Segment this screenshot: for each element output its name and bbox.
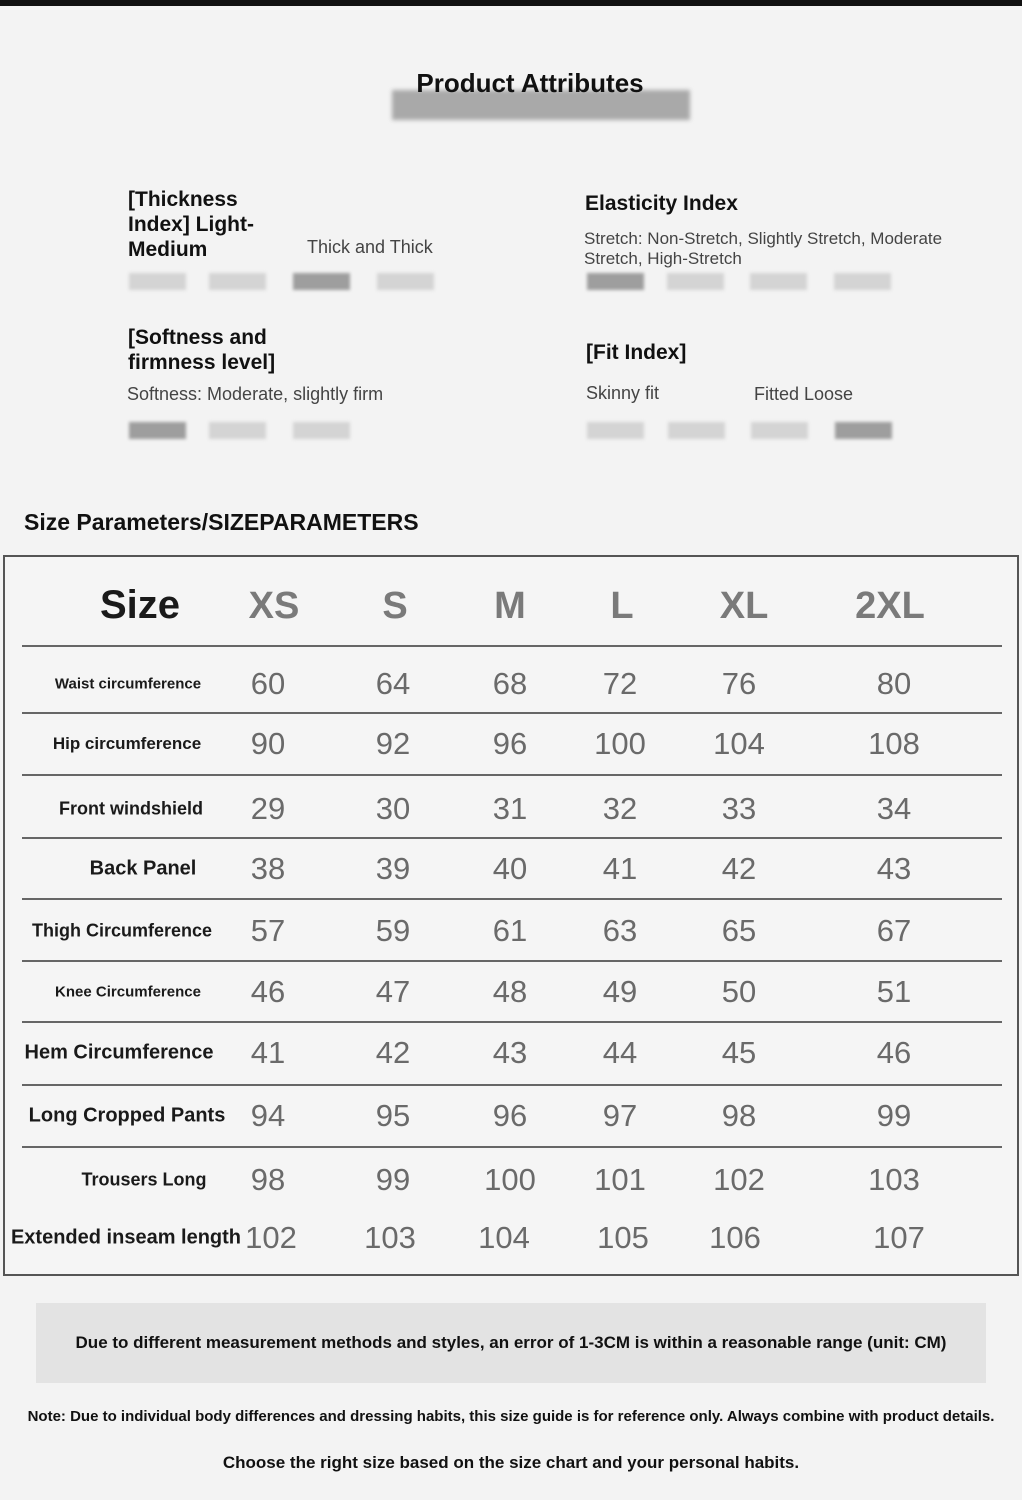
table-cell: 68	[492, 666, 528, 701]
table-row-divider	[22, 1021, 1002, 1023]
table-cell: 103	[868, 1162, 920, 1197]
table-cell: 96	[492, 726, 528, 761]
table-cell: 105	[597, 1220, 649, 1255]
fit-heading: [Fit Index]	[586, 341, 687, 364]
elasticity-desc-line: Stretch, High-Stretch	[584, 249, 742, 268]
table-cell: 47	[375, 974, 411, 1009]
table-cell: 65	[721, 913, 757, 948]
row-label: Extended inseam length	[10, 1226, 242, 1249]
thickness-scale	[129, 273, 439, 290]
table-cell: 57	[250, 913, 286, 948]
softness-heading	[128, 325, 275, 375]
fit-right-label: Fitted Loose	[754, 384, 854, 404]
elasticity-block	[585, 191, 738, 216]
scale-segment	[751, 422, 808, 439]
table-cell: 106	[709, 1220, 761, 1255]
scale-segment	[667, 273, 724, 290]
table-cell: 102	[713, 1162, 765, 1197]
scale-segment	[587, 422, 644, 439]
scale-segment	[834, 273, 891, 290]
table-cell: 104	[713, 726, 765, 761]
table-cell: 34	[876, 791, 912, 826]
thickness-heading-line: [Thickness	[128, 188, 238, 211]
table-cell: 45	[721, 1035, 757, 1070]
scale-segment	[668, 422, 725, 439]
table-cell: 100	[484, 1162, 536, 1197]
table-cell: 63	[602, 913, 638, 948]
table-cell: 59	[375, 913, 411, 948]
fit-block	[586, 340, 686, 365]
row-label: Back Panel	[89, 857, 197, 880]
table-cell: 40	[492, 851, 528, 886]
table-cell: 42	[375, 1035, 411, 1070]
table-cell: 42	[721, 851, 757, 886]
thickness-heading-line: Index] Light-	[128, 213, 254, 236]
table-row-divider	[22, 645, 1002, 647]
size-header-2xl: 2XL	[855, 585, 925, 627]
table-cell: 49	[602, 974, 638, 1009]
size-header-xl: XL	[719, 585, 769, 627]
table-cell: 38	[250, 851, 286, 886]
size-header-m: M	[494, 585, 526, 627]
table-cell: 39	[375, 851, 411, 886]
elasticity-desc	[584, 229, 942, 269]
scale-segment	[129, 422, 186, 439]
table-cell: 48	[492, 974, 528, 1009]
table-row-divider	[22, 774, 1002, 776]
scale-segment	[209, 273, 266, 290]
table-cell: 46	[250, 974, 286, 1009]
softness-desc: Softness: Moderate, slightly firm	[127, 384, 384, 404]
row-label: Front windshield	[59, 798, 203, 819]
page-title: Product Attributes	[416, 68, 644, 98]
row-label: Hip circumference	[52, 734, 202, 753]
row-label: Long Cropped Pants	[28, 1104, 226, 1127]
table-cell: 29	[250, 791, 286, 826]
table-cell: 46	[876, 1035, 912, 1070]
table-row-divider	[22, 1084, 1002, 1086]
size-header-xs: XS	[248, 585, 300, 627]
softness-heading-line: [Softness and	[128, 326, 267, 349]
table-cell: 64	[375, 666, 411, 701]
reference-note: Note: Due to individual body differences and dressing habits, this size guide is for reference only. Always combine with product details.	[27, 1408, 995, 1425]
thickness-heading	[128, 187, 254, 262]
row-label: Waist circumference	[54, 675, 202, 693]
row-label: Thigh Circumference	[31, 920, 213, 941]
top-rule	[0, 0, 1022, 6]
table-cell: 98	[250, 1162, 286, 1197]
table-cell: 50	[721, 974, 757, 1009]
table-cell: 43	[492, 1035, 528, 1070]
table-cell: 95	[375, 1098, 411, 1133]
table-row-divider	[22, 960, 1002, 962]
table-cell: 101	[594, 1162, 646, 1197]
table-cell: 32	[602, 791, 638, 826]
table-cell: 100	[594, 726, 646, 761]
table-cell: 30	[375, 791, 411, 826]
softness-heading-line: firmness level]	[128, 351, 276, 374]
table-cell: 51	[876, 974, 912, 1009]
table-cell: 41	[602, 851, 638, 886]
table-cell: 104	[478, 1220, 530, 1255]
table-row-divider	[22, 837, 1002, 839]
table-row-divider	[22, 1146, 1002, 1148]
elasticity-scale	[587, 273, 897, 290]
table-cell: 41	[250, 1035, 286, 1070]
table-cell: 80	[876, 666, 912, 701]
size-column-label: Size	[100, 583, 181, 627]
table-row-divider	[22, 898, 1002, 900]
table-cell: 90	[250, 726, 286, 761]
scale-segment	[293, 422, 350, 439]
scale-segment	[377, 273, 434, 290]
fit-left-label: Skinny fit	[586, 383, 660, 403]
table-cell: 43	[876, 851, 912, 886]
table-cell: 76	[721, 666, 757, 701]
scale-segment	[129, 273, 186, 290]
choose-size-note: Choose the right size based on the size chart and your personal habits.	[222, 1453, 800, 1472]
table-cell: 94	[250, 1098, 286, 1133]
table-cell: 33	[721, 791, 757, 826]
softness-scale	[129, 422, 359, 439]
scale-segment	[587, 273, 644, 290]
table-cell: 67	[876, 913, 912, 948]
table-cell: 103	[364, 1220, 416, 1255]
row-label: Trousers Long	[81, 1169, 207, 1190]
measurement-notice: Due to different measurement methods and styles, an error of 1-3CM is within a reasonable range (unit: CM)	[36, 1303, 986, 1383]
table-cell: 61	[492, 913, 528, 948]
table-cell: 60	[250, 666, 286, 701]
table-cell: 99	[375, 1162, 411, 1197]
row-label: Hem Circumference	[24, 1041, 214, 1064]
table-cell: 44	[602, 1035, 638, 1070]
table-cell: 107	[873, 1220, 925, 1255]
table-cell: 102	[245, 1220, 297, 1255]
table-cell: 96	[492, 1098, 528, 1133]
size-header-s: S	[382, 585, 408, 627]
fit-scale	[587, 422, 897, 439]
table-cell: 72	[602, 666, 638, 701]
elasticity-desc-line: Stretch: Non-Stretch, Slightly Stretch, Moderate	[584, 229, 943, 248]
thickness-heading-line: Medium	[128, 238, 208, 261]
table-cell: 99	[876, 1098, 912, 1133]
table-cell: 98	[721, 1098, 757, 1133]
scale-segment	[209, 422, 266, 439]
scale-segment	[293, 273, 350, 290]
table-cell: 92	[375, 726, 411, 761]
scale-segment	[750, 273, 807, 290]
elasticity-heading: Elasticity Index	[585, 192, 738, 215]
table-cell: 31	[492, 791, 528, 826]
scale-segment	[835, 422, 892, 439]
size-parameters-heading: Size Parameters/SIZEPARAMETERS	[24, 509, 419, 535]
table-row-divider	[22, 712, 1002, 714]
table-cell: 97	[602, 1098, 638, 1133]
table-cell: 108	[868, 726, 920, 761]
row-label: Knee Circumference	[55, 983, 201, 1001]
size-header-l: L	[610, 585, 634, 627]
thickness-sub: Thick and Thick	[307, 237, 433, 257]
